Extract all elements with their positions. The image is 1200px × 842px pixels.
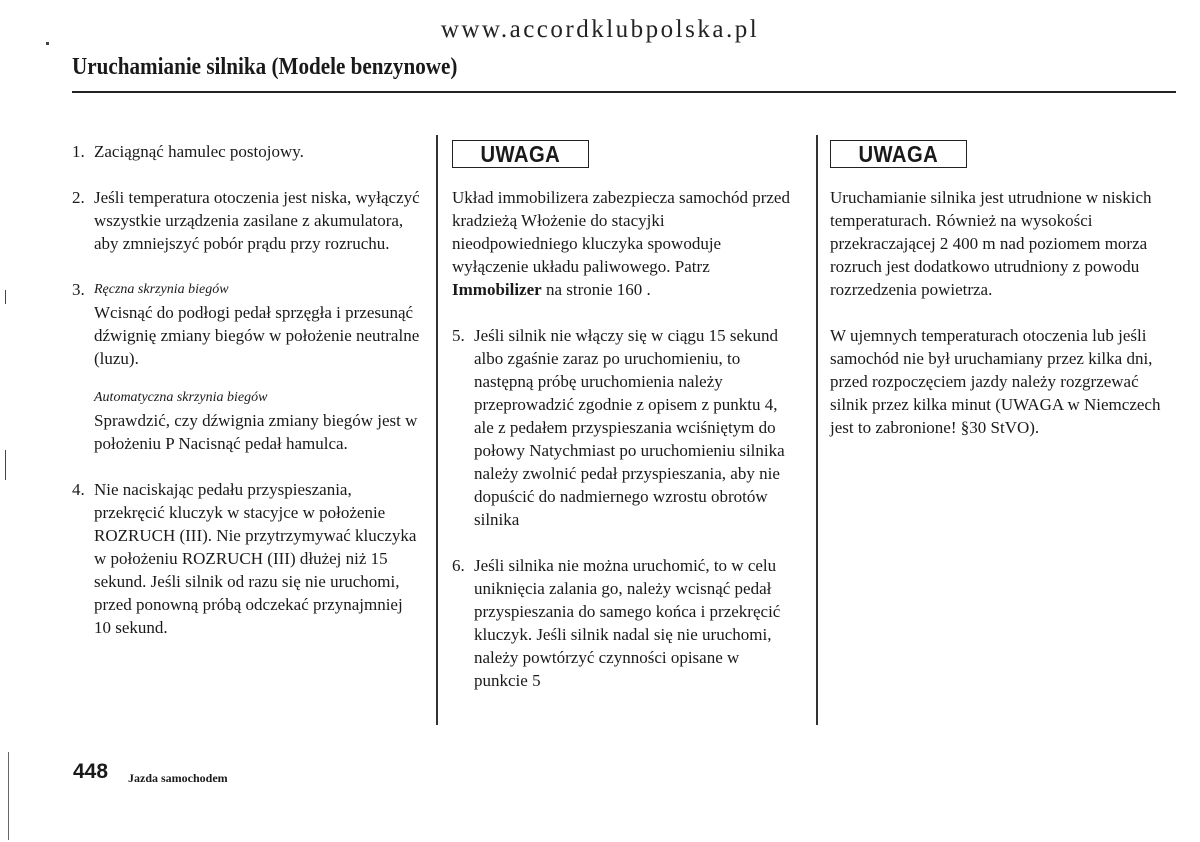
- warning-text: [452, 186, 792, 301]
- column-right: [830, 140, 1175, 462]
- page-title: Uruchamianie silnika (Modele benzynowe): [72, 54, 458, 80]
- step-text: Nie naciskając pedału przyspieszania, przekręcić kluczyk w stacyjce w położenie ROZRUCH (III). Nie przytrzymywać kluczyka w położeniu ROZRUCH (III) dłużej niż 15 sekund. Jeśli silnik od razu się nie uruchomi, przed ponowną próbą odczekać przynajmniej 10 sekund.: [94, 480, 417, 637]
- step-text: Jeśli silnik nie włączy się w ciągu 15 sekund albo zgaśnie zaraz po uruchomieniu, to następną próbę uruchomienia należy przeprowadzić zgodnie z opisem z punktu 4, ale z pedałem przyspieszania wciśniętym do połowy Natychmiast po uruchomieniu silnika należy zwolnić pedał przyspieszania, aby nie dopuścić do nadmiernego wzrostu obrotów silnika: [474, 326, 785, 529]
- step-number: 3.: [72, 280, 85, 299]
- warning-paragraph: Uruchamianie silnika jest utrudnione w niskich temperaturach. Również na wysokości przekraczającej 2 400 m nad poziomem morza rozruch jest dodatkowo utrudniony z powodu rozrzedzenia powietrza.: [830, 188, 1152, 299]
- step-number: 4.: [72, 480, 85, 499]
- step-number: 2.: [72, 188, 85, 207]
- step-6: [452, 554, 792, 692]
- step-text: Zaciągnąć hamulec postojowy.: [94, 142, 304, 161]
- watermark-url: www.accordklubpolska.pl: [440, 16, 760, 43]
- scan-speck: [5, 450, 6, 480]
- warning-box: [830, 140, 967, 168]
- step-text: Jeśli temperatura otoczenia jest niska, wyłączyć wszystkie urządzenia zasilane z akumulatora, aby zmniejszyć pobór prądu przy rozruchu.: [94, 188, 420, 253]
- step-2: [72, 186, 422, 255]
- step-text: Jeśli silnika nie można uruchomić, to w celu uniknięcia zalania go, należy wcisnąć pedał przyspieszania do samego końca i przekręcić kluczyk. Jeśli silnik nadal się nie uruchomi, należy powtórzyć czynności opisane w punkcie 5: [474, 556, 781, 690]
- step-1: [72, 140, 422, 163]
- page-number: 448: [73, 760, 109, 783]
- scan-speck: [46, 42, 49, 45]
- column-left: [72, 140, 422, 662]
- column-middle: [452, 140, 792, 715]
- warning-text-start: Układ immobilizera zabezpiecza samochód przed kradzieżą Włożenie do stacyjki nieodpowiedniego kluczyka spowoduje wyłączenie układu paliwowego. Patrz: [452, 188, 790, 276]
- scan-speck: [5, 290, 6, 304]
- manual-gearbox-label: Ręczna skrzynia biegów: [94, 282, 229, 297]
- automatic-gearbox-label: Automatyczna skrzynia biegów: [94, 390, 268, 405]
- step-4: [72, 478, 422, 639]
- step-number: 5.: [452, 326, 465, 345]
- title-rule: [72, 91, 1176, 93]
- column-divider: [816, 135, 818, 725]
- margin-line: [8, 752, 9, 840]
- automatic-gearbox-text: Sprawdzić, czy dźwignia zmiany biegów jest w położeniu P Nacisnąć pedał hamulca.: [94, 411, 418, 453]
- step-number: 1.: [72, 142, 85, 161]
- warning-box: [452, 140, 589, 168]
- section-name: Jazda samochodem: [128, 771, 228, 785]
- step-5: [452, 324, 792, 531]
- step-3: [72, 278, 422, 455]
- warning-text-end: na stronie 160 .: [545, 280, 651, 299]
- step-number: 6.: [452, 556, 465, 575]
- warning-label: UWAGA: [858, 141, 939, 167]
- manual-gearbox-text: Wcisnąć do podłogi pedał sprzęgła i przesunąć dźwignię zmiany biegów w położenie neutralne (luzu).: [94, 303, 420, 368]
- warning-bold-term: Immobilizer: [452, 280, 542, 299]
- warning-label: UWAGA: [480, 141, 561, 167]
- column-divider: [436, 135, 438, 725]
- step-body: [94, 278, 422, 455]
- warning-paragraph: W ujemnych temperaturach otoczenia lub jeśli samochód nie był uruchamiany przez kilka dni, przed rozpoczęciem jazdy należy rozgrzewać silnik przez kilka minut (UWAGA w Niemczech jest to zabronione! §30 StVO).: [830, 326, 1161, 437]
